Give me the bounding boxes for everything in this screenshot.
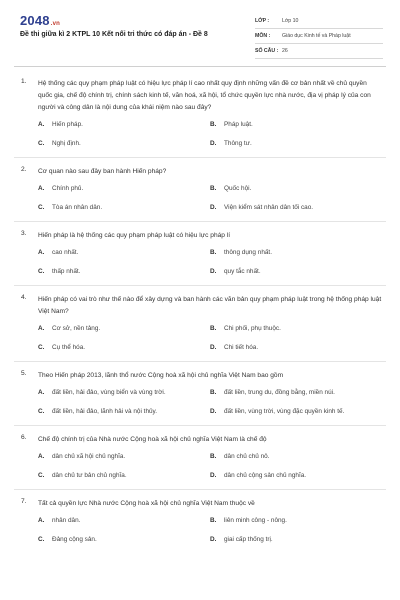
answer-options bbox=[38, 324, 382, 353]
question-text: Hiến pháp có vai trò như thế nào để xây dựng và ban hành các văn bản quy phạm pháp luật trong hệ thống pháp luật Việt Nam? bbox=[38, 296, 382, 315]
meta-label: LỚP : bbox=[255, 18, 270, 24]
answer-text: đất liền, hải đảo, vùng biển và vùng trời. bbox=[52, 389, 166, 396]
question-text: Hệ thống các quy phạm pháp luật có hiệu lực pháp lí cao nhất quy định những vấn đề cơ bản nhất về chủ quyền quốc gia, chế độ chính trị, chính sách kinh tế, văn hoá, xã hội, tổ chức quyền lực nhà nước, địa vị pháp lý của con người và công dân là nội dung của khái niệm nào sau đây? bbox=[38, 80, 371, 111]
question-number: 6. bbox=[21, 434, 27, 441]
answer-text: dân chủ xã hội chủ nghĩa. bbox=[52, 453, 126, 460]
answer-option[interactable] bbox=[38, 452, 210, 462]
question-divider bbox=[14, 489, 386, 490]
answer-letter: D. bbox=[210, 140, 217, 147]
question-number: 3. bbox=[21, 230, 27, 237]
answer-text: đất liền, trung du, đồng bằng, miền núi. bbox=[224, 389, 335, 396]
answer-text: Cụ thể hóa. bbox=[52, 344, 86, 351]
answer-option[interactable] bbox=[38, 120, 210, 130]
question-6 bbox=[0, 434, 400, 481]
answer-option[interactable] bbox=[38, 471, 210, 481]
answer-text: dân chủ chủ nô. bbox=[224, 453, 270, 460]
answer-option[interactable] bbox=[38, 343, 210, 353]
meta-label: MÔN : bbox=[255, 33, 271, 39]
logo-sub: .vn bbox=[50, 21, 61, 27]
answer-options bbox=[38, 388, 382, 417]
answer-letter: A. bbox=[38, 453, 45, 460]
meta-value: Lớp 10 bbox=[282, 18, 299, 24]
answer-letter: B. bbox=[210, 517, 217, 524]
answer-letter: B. bbox=[210, 325, 217, 332]
answer-letter: B. bbox=[210, 185, 217, 192]
question-text: Cơ quan nào sau đây ban hành Hiến pháp? bbox=[38, 168, 167, 175]
answer-letter: C. bbox=[38, 344, 45, 351]
answer-letter: C. bbox=[38, 408, 45, 415]
answer-letter: D. bbox=[210, 472, 217, 479]
answer-options bbox=[38, 120, 382, 149]
answer-option[interactable] bbox=[210, 516, 380, 526]
question-text: Chế độ chính trị của Nhà nước Cộng hoà xã hội chủ nghĩa Việt Nam là chế độ bbox=[38, 436, 267, 443]
answer-text: Pháp luật. bbox=[224, 121, 253, 128]
question-5 bbox=[0, 370, 400, 417]
answer-text: đất liền, hải đảo, lãnh hải và nội thủy. bbox=[52, 408, 158, 415]
answer-letter: B. bbox=[210, 389, 217, 396]
answer-option[interactable] bbox=[210, 535, 380, 545]
question-divider bbox=[14, 221, 386, 222]
answer-letter: B. bbox=[210, 453, 217, 460]
meta-row-class bbox=[255, 14, 383, 29]
exam-title: Đề thi giữa kì 2 KTPL 10 Kết nối tri thức có đáp án - Đề 8 bbox=[20, 31, 208, 38]
answer-text: Nghị định. bbox=[52, 140, 81, 147]
question-number: 5. bbox=[21, 370, 27, 377]
question-3 bbox=[0, 230, 400, 277]
answer-option[interactable] bbox=[38, 248, 210, 258]
answer-option[interactable] bbox=[210, 452, 380, 462]
answer-option[interactable] bbox=[210, 184, 380, 194]
answer-option[interactable] bbox=[210, 248, 380, 258]
logo-main: 2048 bbox=[20, 13, 50, 28]
answer-letter: C. bbox=[38, 268, 45, 275]
answer-letter: C. bbox=[38, 472, 45, 479]
answer-letter: C. bbox=[38, 204, 45, 211]
answer-text: Chính phủ. bbox=[52, 185, 84, 192]
answer-letter: A. bbox=[38, 325, 45, 332]
answer-text: đất liền, vùng trời, vùng đặc quyền kinh tế. bbox=[224, 408, 345, 415]
answer-letter: A. bbox=[38, 389, 45, 396]
question-4 bbox=[0, 294, 400, 353]
answer-text: thấp nhất. bbox=[52, 268, 81, 275]
answer-options bbox=[38, 516, 382, 545]
answer-option[interactable] bbox=[210, 267, 380, 277]
answer-option[interactable] bbox=[210, 407, 380, 417]
answer-text: liên minh công - nông. bbox=[224, 517, 287, 524]
answer-option[interactable] bbox=[38, 516, 210, 526]
answer-option[interactable] bbox=[210, 120, 380, 130]
question-number: 4. bbox=[21, 294, 27, 301]
meta-row-count bbox=[255, 44, 383, 59]
answer-text: cao nhất. bbox=[52, 249, 79, 256]
answer-option[interactable] bbox=[210, 139, 380, 149]
question-number: 1. bbox=[21, 78, 27, 85]
answer-option[interactable] bbox=[38, 324, 210, 334]
question-text: Hiến pháp là hệ thống các quy phạm pháp luật có hiệu lực pháp lí bbox=[38, 232, 231, 239]
question-7 bbox=[0, 498, 400, 545]
answer-text: Viện kiểm sát nhân dân tối cao. bbox=[224, 204, 314, 211]
question-divider bbox=[14, 157, 386, 158]
meta-label: SỐ CÂU : bbox=[255, 48, 279, 54]
question-divider bbox=[14, 425, 386, 426]
answer-option[interactable] bbox=[210, 343, 380, 353]
answer-option[interactable] bbox=[38, 388, 210, 398]
answer-text: quy tắc nhất. bbox=[224, 268, 261, 275]
meta-row-subject bbox=[255, 29, 383, 44]
answer-option[interactable] bbox=[210, 471, 380, 481]
question-number: 2. bbox=[21, 166, 27, 173]
question-text: Theo Hiến pháp 2013, lãnh thổ nước Cộng hoà xã hội chủ nghĩa Việt Nam bao gồm bbox=[38, 372, 284, 379]
answer-text: dân chủ cộng sản chủ nghĩa. bbox=[224, 472, 307, 479]
answer-option[interactable] bbox=[210, 388, 380, 398]
answer-text: nhân dân. bbox=[52, 517, 81, 524]
answer-options bbox=[38, 248, 382, 277]
answer-options bbox=[38, 184, 382, 213]
answer-text: Quốc hội. bbox=[224, 185, 252, 192]
answer-option[interactable] bbox=[38, 139, 210, 149]
site-logo[interactable] bbox=[20, 13, 60, 28]
answer-option[interactable] bbox=[38, 535, 210, 545]
answer-option[interactable] bbox=[38, 407, 210, 417]
answer-letter: A. bbox=[38, 121, 45, 128]
answer-option[interactable] bbox=[38, 267, 210, 277]
header-divider bbox=[14, 66, 386, 67]
answer-option[interactable] bbox=[38, 203, 210, 213]
answer-letter: B. bbox=[210, 121, 217, 128]
answer-letter: A. bbox=[38, 249, 45, 256]
answer-text: Cơ sở, nền tảng. bbox=[52, 325, 101, 332]
question-number: 7. bbox=[21, 498, 27, 505]
page-header bbox=[0, 0, 400, 62]
meta-value: 26 bbox=[282, 48, 288, 54]
answer-letter: C. bbox=[38, 140, 45, 147]
answer-text: dân chủ tư bản chủ nghĩa. bbox=[52, 472, 127, 479]
answer-letter: C. bbox=[38, 536, 45, 543]
answer-text: Hiến pháp. bbox=[52, 121, 83, 128]
answer-text: thông dụng nhất. bbox=[224, 249, 272, 256]
answer-option[interactable] bbox=[210, 203, 380, 213]
answer-text: Tòa án nhân dân. bbox=[52, 204, 103, 211]
answer-letter: D. bbox=[210, 268, 217, 275]
answer-letter: B. bbox=[210, 249, 217, 256]
answer-option[interactable] bbox=[38, 184, 210, 194]
answer-text: giai cấp thống trị. bbox=[224, 536, 273, 543]
answer-letter: D. bbox=[210, 204, 217, 211]
question-2 bbox=[0, 166, 400, 213]
answer-text: Chi phối, phụ thuộc. bbox=[224, 325, 281, 332]
question-divider bbox=[14, 285, 386, 286]
question-1 bbox=[0, 78, 400, 149]
answer-options bbox=[38, 452, 382, 481]
question-text: Tất cả quyền lực Nhà nước Cộng hoà xã hội chủ nghĩa Việt Nam thuộc về bbox=[38, 500, 255, 507]
meta-value: Giáo dục Kinh tế và Pháp luật bbox=[282, 33, 351, 39]
answer-text: Chi tiết hóa. bbox=[224, 344, 259, 351]
answer-letter: D. bbox=[210, 344, 217, 351]
answer-letter: A. bbox=[38, 185, 45, 192]
answer-letter: D. bbox=[210, 408, 217, 415]
answer-text: Đảng cộng sản. bbox=[52, 536, 97, 543]
question-list bbox=[0, 78, 400, 545]
exam-meta-box bbox=[255, 14, 383, 59]
answer-option[interactable] bbox=[210, 324, 380, 334]
answer-letter: A. bbox=[38, 517, 45, 524]
answer-text: Thông tư. bbox=[224, 140, 252, 147]
question-divider bbox=[14, 361, 386, 362]
answer-letter: D. bbox=[210, 536, 217, 543]
